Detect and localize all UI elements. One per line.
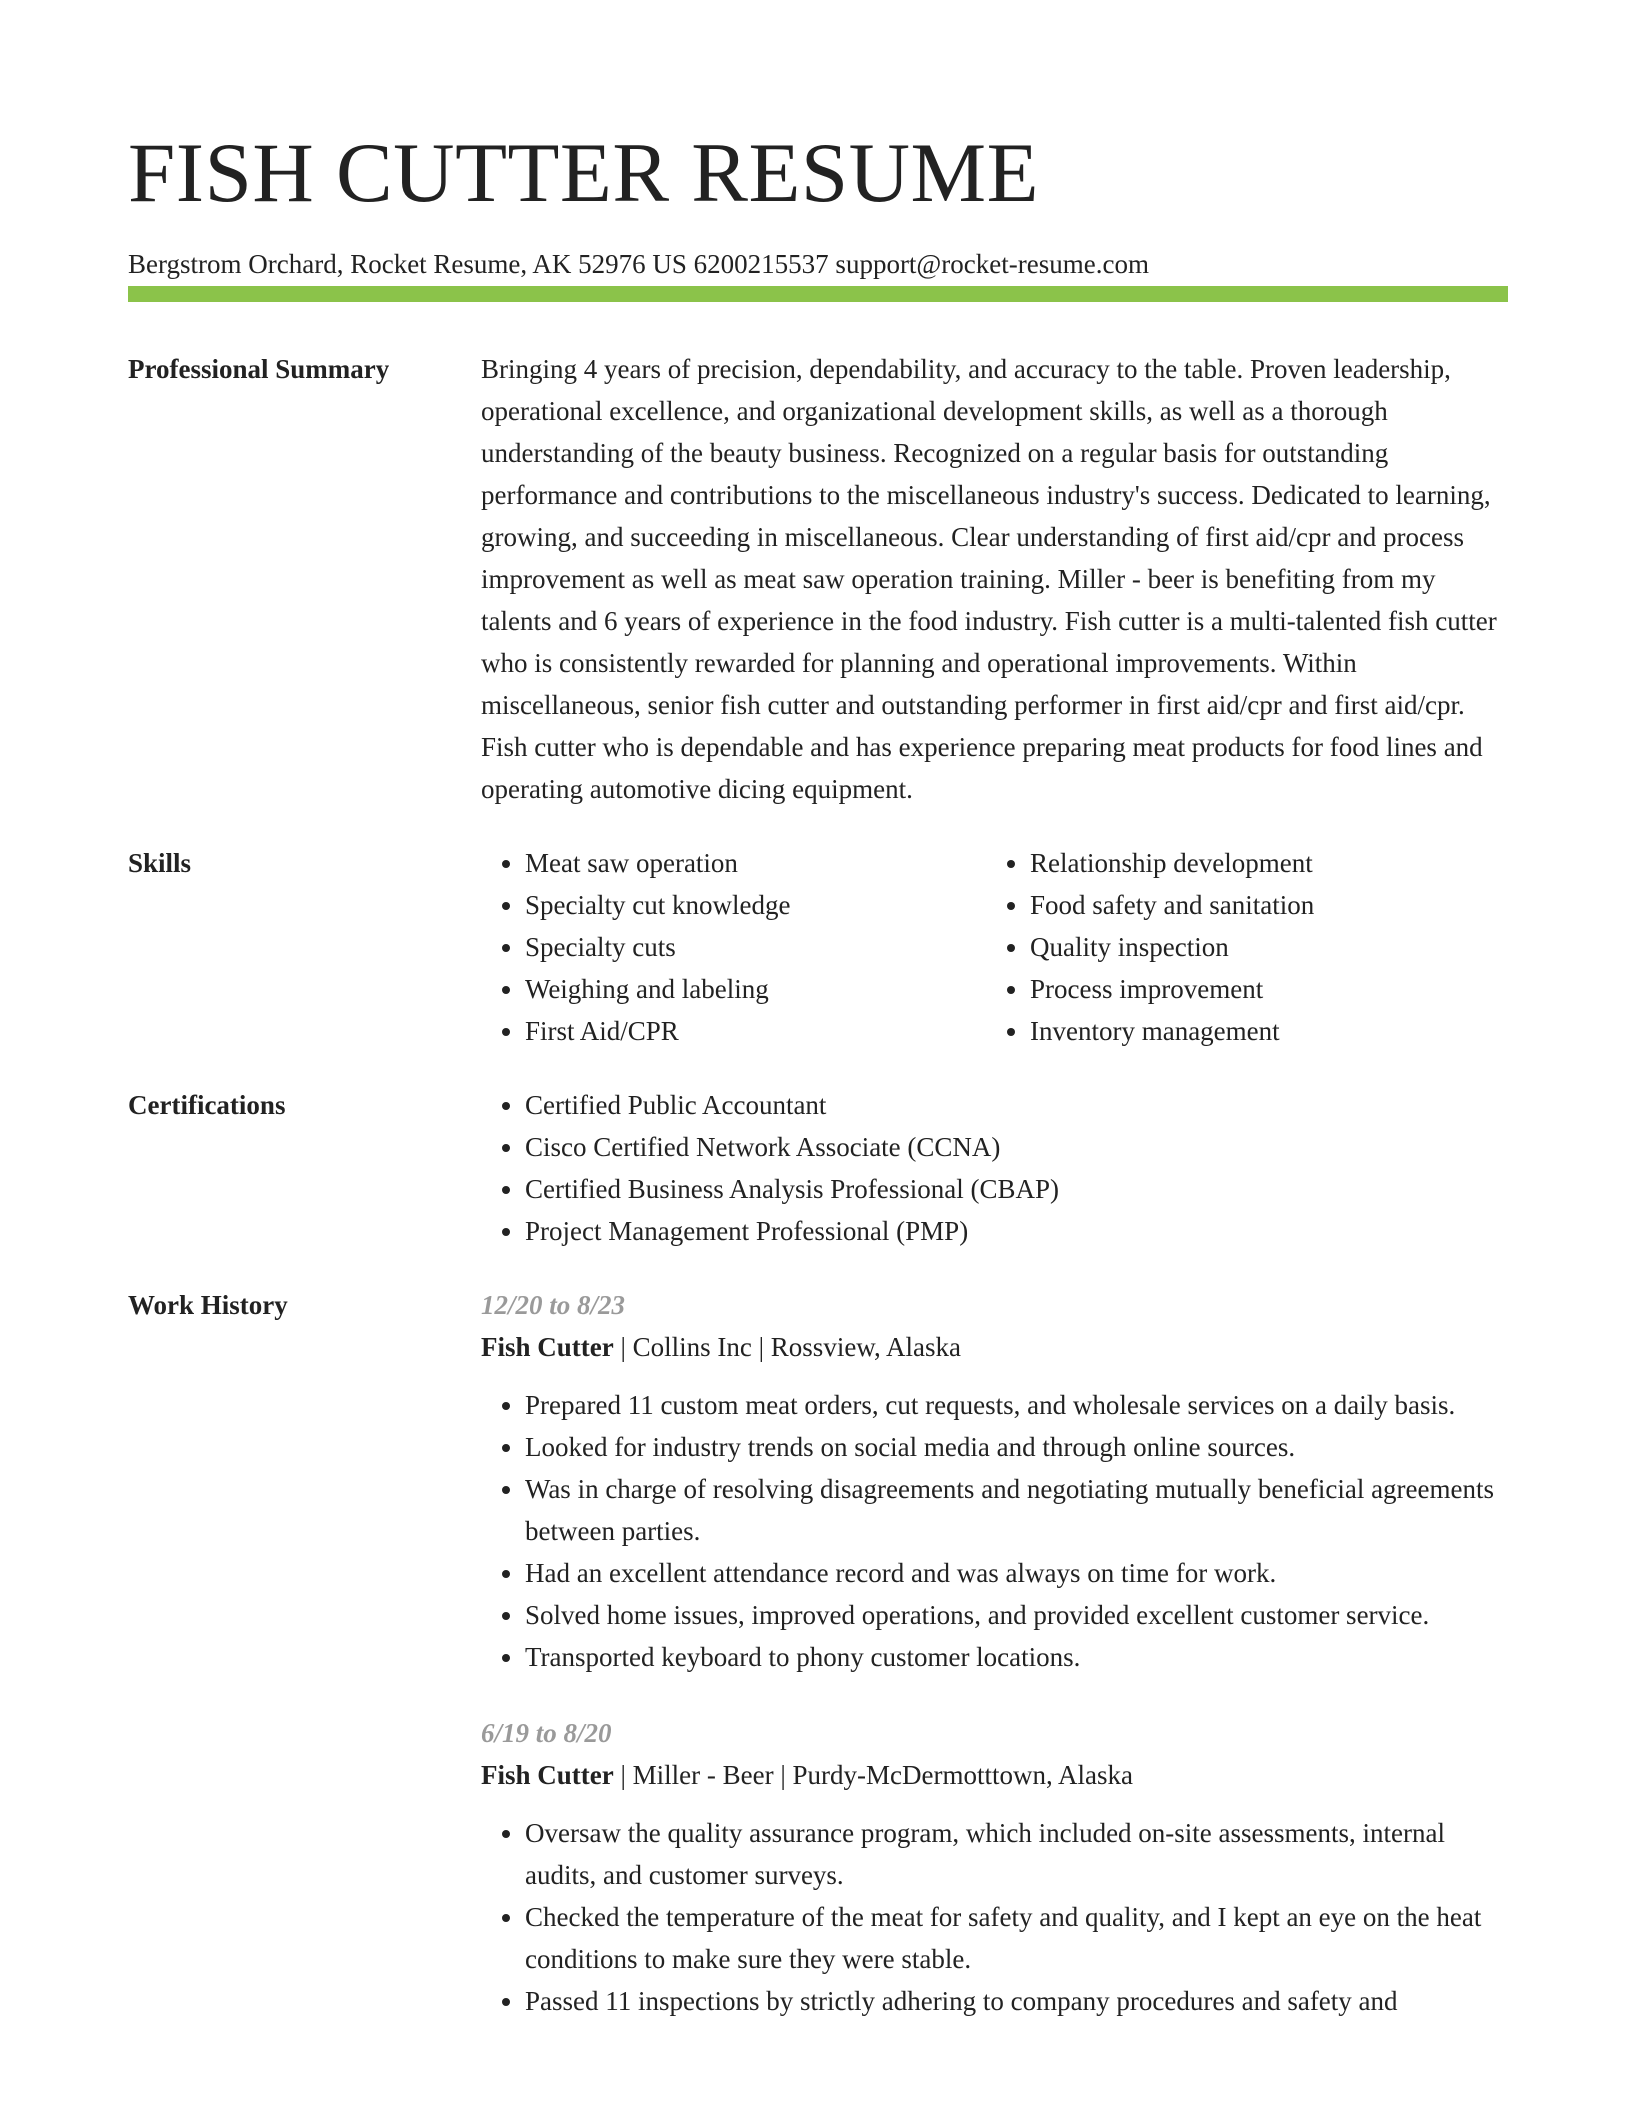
skill-item: • Food safety and sanitation: [1030, 884, 1491, 926]
job-bullet: • Checked the temperature of the meat for safety and quality, and I kept an eye on the heat conditions to make sure they were stable.: [525, 1896, 1508, 1980]
job-bullet: • Oversaw the quality assurance program, which included on-site assessments, internal audits, and customer surveys.: [525, 1812, 1508, 1896]
certification-item: • Cisco Certified Network Associate (CCNA): [525, 1126, 1508, 1168]
job-bullet: • Was in charge of resolving disagreements and negotiating mutually beneficial agreements between parties.: [525, 1468, 1508, 1552]
job-dates: 6/19 to 8/20: [481, 1718, 612, 1748]
job-bullet: • Transported keyboard to phony customer locations.: [525, 1636, 1508, 1678]
certification-item: • Certified Public Accountant: [525, 1084, 1508, 1126]
contact-line: Bergstrom Orchard, Rocket Resume, AK 52976 US 6200215537 support@rocket-resume.com: [128, 249, 1149, 279]
skills-column-left: [481, 842, 986, 1052]
job-entry: [481, 1284, 1508, 1678]
job-bullets: [481, 1384, 1508, 1678]
job-bullets: [481, 1812, 1508, 2022]
skills-column-right: [986, 842, 1491, 1052]
skill-item: • Quality inspection: [1030, 926, 1491, 968]
skills-section: [128, 842, 1508, 1052]
skills-list-left: [481, 842, 986, 1052]
summary-text: Bringing 4 years of precision, dependability, and accuracy to the table. Proven leadership, operational excellence, and organizational development skills, as well as a thorough understanding of the beauty business. Recognized on a regular basis for outstanding performance and contributions to the miscellaneous industry's success. Dedicated to learning, growing, and succeeding in miscellaneous. Clear understanding of first aid/cpr and process improvement as well as meat saw operation training. Miller - beer is benefiting from my talents and 6 years of experience in the food industry. Fish cutter is a multi-talented fish cutter who is consistently rewarded for planning and operational improvements. Within miscellaneous, senior fish cutter and outstanding performer in first aid/cpr and first aid/cpr. Fish cutter who is dependable and has experience preparing meat products for food lines and operating automotive dicing equipment.: [481, 354, 1497, 804]
certifications-section: [128, 1084, 1508, 1252]
job-heading: [481, 1754, 1508, 1796]
job-bullet: • Prepared 11 custom meat orders, cut requests, and wholesale services on a daily basis.: [525, 1384, 1508, 1426]
skill-item: • Weighing and labeling: [525, 968, 986, 1010]
summary-heading: Professional Summary: [128, 354, 390, 384]
skill-item: • Specialty cut knowledge: [525, 884, 986, 926]
certifications-list: [481, 1084, 1508, 1252]
skill-item: • Specialty cuts: [525, 926, 986, 968]
job-title: Fish Cutter: [481, 1760, 614, 1790]
job-details: | Miller - Beer | Purdy-McDermotttown, Alaska: [613, 1760, 1133, 1790]
resume-header: [128, 120, 1508, 282]
summary-section: [128, 348, 1508, 810]
certification-item: • Certified Business Analysis Professional (CBAP): [525, 1168, 1508, 1210]
job-bullet: • Had an excellent attendance record and was always on time for work.: [525, 1552, 1508, 1594]
skills-columns: [481, 842, 1508, 1052]
skills-list-right: [986, 842, 1491, 1052]
job-title: Fish Cutter: [481, 1332, 614, 1362]
job-details: | Collins Inc | Rossview, Alaska: [613, 1332, 962, 1362]
certification-item: • Project Management Professional (PMP): [525, 1210, 1508, 1252]
accent-divider: [128, 286, 1508, 302]
work-history-section: [128, 1284, 1508, 2056]
job-bullet: • Solved home issues, improved operations, and provided excellent customer service.: [525, 1594, 1508, 1636]
job-entry: [481, 1712, 1508, 2022]
job-dates: 12/20 to 8/23: [481, 1290, 626, 1320]
skill-item: • Meat saw operation: [525, 842, 986, 884]
certifications-heading: Certifications: [128, 1090, 286, 1120]
skill-item: • Process improvement: [1030, 968, 1491, 1010]
job-bullet: • Passed 11 inspections by strictly adhering to company procedures and safety and: [525, 1980, 1508, 2022]
page-title: FISH CUTTER RESUME: [128, 126, 1040, 220]
skill-item: • Inventory management: [1030, 1010, 1491, 1052]
certifications-body: [481, 1084, 1508, 1252]
resume-content: [128, 348, 1508, 2056]
job-heading: [481, 1326, 1508, 1368]
skill-item: • First Aid/CPR: [525, 1010, 986, 1052]
work-history-heading: Work History: [128, 1290, 288, 1320]
work-history-body: [481, 1284, 1508, 2056]
skill-item: • Relationship development: [1030, 842, 1491, 884]
skills-heading: Skills: [128, 848, 192, 878]
summary-body: [481, 348, 1508, 810]
skills-body: [481, 842, 1508, 1052]
job-bullet: • Looked for industry trends on social media and through online sources.: [525, 1426, 1508, 1468]
